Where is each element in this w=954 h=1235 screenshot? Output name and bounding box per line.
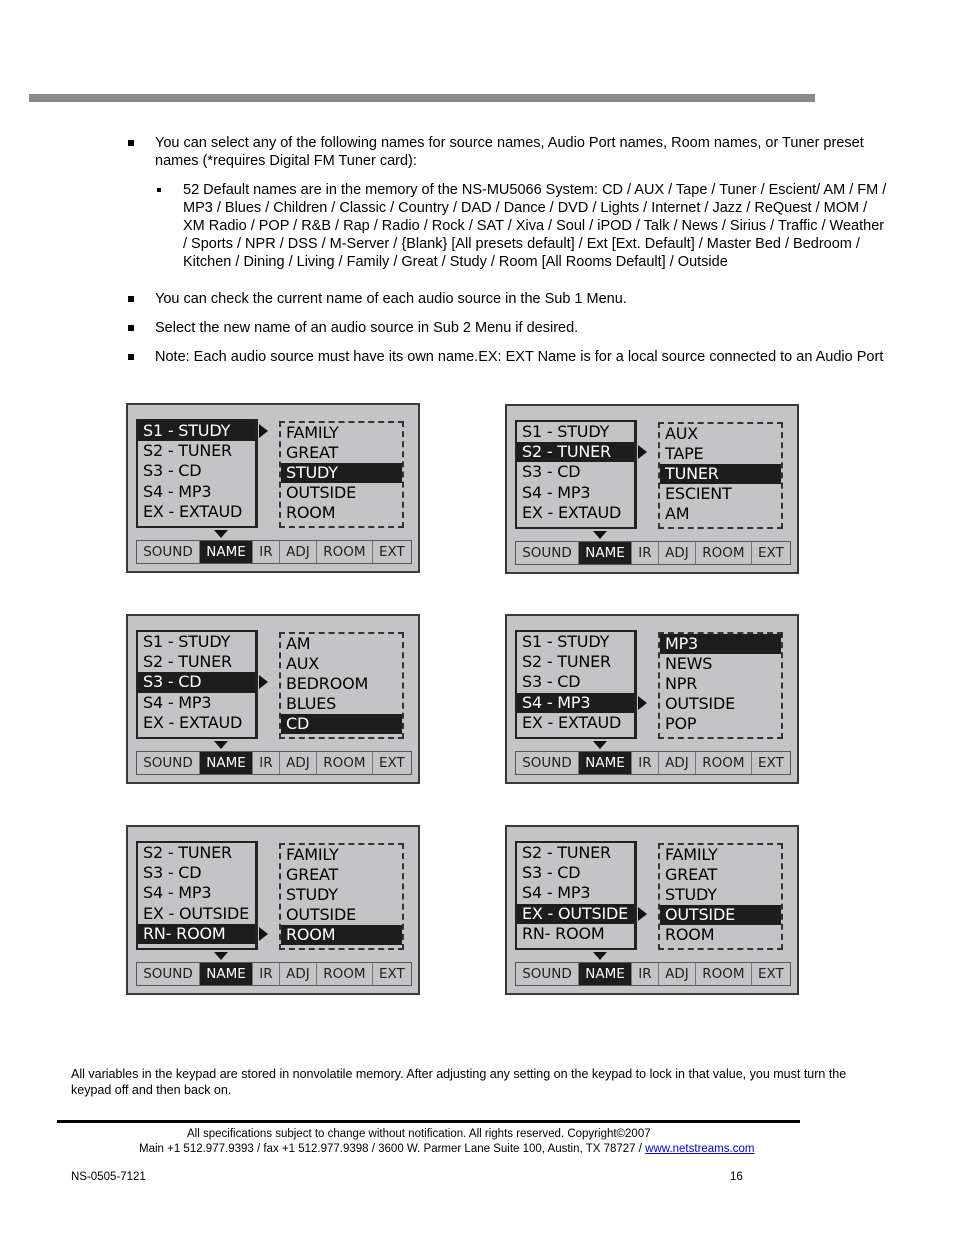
tab-adj: ADJ (659, 542, 696, 564)
tab-sound: SOUND (516, 963, 579, 985)
sub1-menu (136, 630, 258, 739)
arrow-right-icon (638, 696, 647, 710)
sub2-menu-item: POP (665, 714, 697, 733)
sub2-menu (658, 843, 783, 950)
tab-name: NAME (200, 963, 253, 985)
sub1-menu (515, 420, 637, 529)
arrow-right-icon (638, 907, 647, 921)
arrow-right-icon (259, 424, 268, 438)
tab-adj: ADJ (659, 752, 696, 774)
sub1-menu-item: EX - OUTSIDE (517, 904, 634, 924)
arrow-right-icon (638, 445, 647, 459)
menu-tabs (515, 751, 791, 775)
sub1-menu-item: S1 - STUDY (138, 421, 255, 441)
tab-adj: ADJ (659, 963, 696, 985)
sub2-menu-item: FAMILY (286, 845, 339, 864)
arrow-down-icon (214, 952, 228, 960)
tab-ir: IR (632, 963, 659, 985)
sub2-menu-item: BLUES (286, 694, 337, 713)
page-number: 16 (730, 1171, 743, 1183)
arrow-right-icon (259, 927, 268, 941)
sub2-menu-item: STUDY (281, 463, 402, 483)
sub2-menu-item: AM (665, 504, 690, 523)
sub2-menu (658, 632, 783, 739)
header-rule (29, 94, 815, 102)
tab-ir: IR (632, 752, 659, 774)
lcd-screen (505, 404, 799, 574)
lcd-screen (505, 614, 799, 784)
sub2-menu-item: ROOM (281, 925, 402, 945)
tab-room: ROOM (696, 542, 752, 564)
sub2-menu-item: GREAT (286, 865, 339, 884)
arrow-down-icon (593, 531, 607, 539)
sub1-menu-item: S3 - CD (522, 462, 581, 482)
tab-name: NAME (200, 541, 253, 563)
menu-tabs (136, 751, 412, 775)
tab-sound: SOUND (516, 542, 579, 564)
sub1-menu (515, 841, 637, 950)
sub1-menu-item: S1 - STUDY (522, 632, 610, 651)
tab-room: ROOM (317, 541, 373, 563)
arrow-down-icon (593, 741, 607, 749)
sub1-menu (136, 841, 258, 950)
sub1-menu-item: EX - EXTAUD (143, 712, 243, 732)
sub1-menu-item: RN- ROOM (138, 924, 255, 944)
sub2-menu (279, 843, 404, 950)
tab-adj: ADJ (280, 541, 317, 563)
sub1-menu-item: EX - EXTAUD (522, 502, 622, 522)
bullet-item: Note: Each audio source must have its own name.EX: EXT Name is for a local source connected to an Audio Port (127, 348, 887, 366)
sub1-menu-item: S2 - TUNER (143, 843, 232, 862)
tab-sound: SOUND (137, 963, 200, 985)
sub1-menu-item: EX - EXTAUD (522, 712, 622, 732)
sub1-menu-item: S4 - MP3 (143, 883, 212, 903)
sub2-menu-item: NEWS (665, 654, 713, 673)
sub2-menu-item: FAMILY (286, 423, 339, 442)
menu-tabs (515, 541, 791, 565)
sub1-menu-item: S4 - MP3 (143, 481, 212, 501)
bullet-item: You can select any of the following names for source names, Audio Port names, Room names, or Tuner preset names (*requires Digital FM Tuner card): (127, 134, 887, 170)
tab-ext: EXT (378, 755, 405, 771)
tab-adj: ADJ (280, 752, 317, 774)
menu-tabs (515, 962, 791, 986)
sub2-menu-item: TUNER (660, 464, 781, 484)
tab-ir: IR (253, 963, 280, 985)
lcd-screen (126, 403, 420, 573)
sub1-menu-item: S4 - MP3 (522, 883, 591, 903)
sub2-menu (279, 421, 404, 528)
sub1-menu-item: S2 - TUNER (522, 843, 611, 862)
sub1-menu-item: RN- ROOM (522, 923, 605, 943)
sub2-menu-item: NPR (665, 674, 698, 693)
footnote: All variables in the keypad are stored in nonvolatile memory. After adjusting any setting on the keypad to lock in that value, you must turn the keypad off and then back on. (71, 1067, 847, 1097)
tab-name: NAME (579, 963, 632, 985)
tab-sound: SOUND (516, 752, 579, 774)
tab-ir: IR (253, 752, 280, 774)
sub-bullet-item: 52 Default names are in the memory of the NS-MU5066 System: CD / AUX / Tape / Tuner / Escient/ AM / FM / MP3 / Blues / Children / Classic / Country / DAD / Dance / DVD / Lights / Internet / Jazz / ReQuest / MOM / XM Radio / POP / R&B / Rap / Radio / Rock / SAT / Xiva / Soul / iPOD / Talk / News / Sirius / Traffic / Weather / Sports / NPR / DSS / M-Server / {Blank} [All presets default] / Ext [Ext. Default] / Master Bed / Bedroom / Kitchen / Dining / Living / Family / Great / Study / Room [All Rooms Default] / Outside (155, 181, 887, 271)
sub1-menu-item: S1 - STUDY (522, 422, 610, 441)
copyright-line: All specifications subject to change without notification. All rights reserved. Copyright©2007 (187, 1128, 651, 1140)
sub2-menu-item: ROOM (286, 503, 336, 522)
tab-sound: SOUND (137, 541, 200, 563)
sub2-menu (279, 632, 404, 739)
tab-room: ROOM (696, 752, 752, 774)
arrow-down-icon (593, 952, 607, 960)
sub2-menu-item: BEDROOM (286, 674, 369, 693)
footer-rule (57, 1120, 800, 1123)
tab-name: NAME (579, 752, 632, 774)
sub1-menu-item: EX - OUTSIDE (143, 903, 249, 923)
tab-room: ROOM (317, 963, 373, 985)
bullet-list (127, 134, 887, 377)
sub2-menu-item: ROOM (665, 925, 715, 944)
sub1-menu (136, 419, 258, 528)
sub2-menu-item: GREAT (665, 865, 718, 884)
menu-tabs (136, 540, 412, 564)
tab-room: ROOM (317, 752, 373, 774)
sub1-menu-item: S2 - TUNER (522, 652, 611, 672)
sub2-menu-item: AUX (665, 424, 699, 443)
sub1-menu-item: S3 - CD (143, 461, 202, 481)
sub1-menu-item: S3 - CD (138, 672, 255, 692)
sub2-menu (658, 422, 783, 529)
sub2-menu-item: ESCIENT (665, 484, 732, 503)
sub1-menu-item: EX - EXTAUD (143, 501, 243, 521)
sub2-menu-item: CD (281, 714, 402, 734)
tab-ir: IR (253, 541, 280, 563)
sub1-menu-item: S3 - CD (522, 672, 581, 692)
tab-ext: EXT (378, 966, 405, 982)
sub2-menu-item: AM (286, 634, 311, 653)
sub2-menu-item: STUDY (665, 885, 717, 904)
sub2-menu-item: OUTSIDE (286, 483, 356, 502)
sub2-menu-item: FAMILY (665, 845, 718, 864)
tab-sound: SOUND (137, 752, 200, 774)
sub2-menu-item: STUDY (286, 885, 338, 904)
lcd-screen (126, 614, 420, 784)
sub1-menu (515, 630, 637, 739)
sub1-menu-item: S1 - STUDY (143, 632, 231, 651)
tab-name: NAME (200, 752, 253, 774)
sub2-menu-item: OUTSIDE (665, 694, 735, 713)
tab-ext: EXT (757, 755, 784, 771)
lcd-screen (126, 825, 420, 995)
sub1-menu-item: S4 - MP3 (522, 482, 591, 502)
sub1-menu-item: S4 - MP3 (143, 692, 212, 712)
sub2-menu-item: AUX (286, 654, 320, 673)
tab-ext: EXT (378, 544, 405, 560)
sub1-menu-item: S3 - CD (143, 863, 202, 883)
sub1-menu-item: S2 - TUNER (143, 652, 232, 672)
arrow-down-icon (214, 530, 228, 538)
sub2-menu-item: OUTSIDE (286, 905, 356, 924)
lcd-screen (505, 825, 799, 995)
doc-number: NS-0505-7121 (71, 1171, 146, 1183)
bullet-item: Select the new name of an audio source in Sub 2 Menu if desired. (127, 319, 887, 337)
tab-room: ROOM (696, 963, 752, 985)
sub1-menu-item: S4 - MP3 (517, 693, 634, 713)
tab-ext: EXT (757, 545, 784, 561)
tab-ext: EXT (757, 966, 784, 982)
sub2-menu-item: TAPE (665, 444, 704, 463)
menu-tabs (136, 962, 412, 986)
sub1-menu-item: S2 - TUNER (517, 442, 634, 462)
contact-text: Main +1 512.977.9393 / fax +1 512.977.9398 / 3600 W. Parmer Lane Suite 100, Austin, TX 78727 / (139, 1143, 646, 1155)
bullet-item: You can check the current name of each audio source in the Sub 1 Menu. (127, 290, 887, 308)
tab-name: NAME (579, 542, 632, 564)
arrow-right-icon (259, 675, 268, 689)
arrow-down-icon (214, 741, 228, 749)
sub1-menu-item: S2 - TUNER (143, 441, 232, 461)
sub2-menu-item: OUTSIDE (660, 905, 781, 925)
website-link[interactable]: www.netstreams.com (645, 1143, 755, 1155)
tab-adj: ADJ (280, 963, 317, 985)
tab-ir: IR (632, 542, 659, 564)
contact-line (139, 1143, 754, 1155)
sub2-menu-item: MP3 (660, 634, 781, 654)
sub1-menu-item: S3 - CD (522, 863, 581, 883)
sub2-menu-item: GREAT (286, 443, 339, 462)
